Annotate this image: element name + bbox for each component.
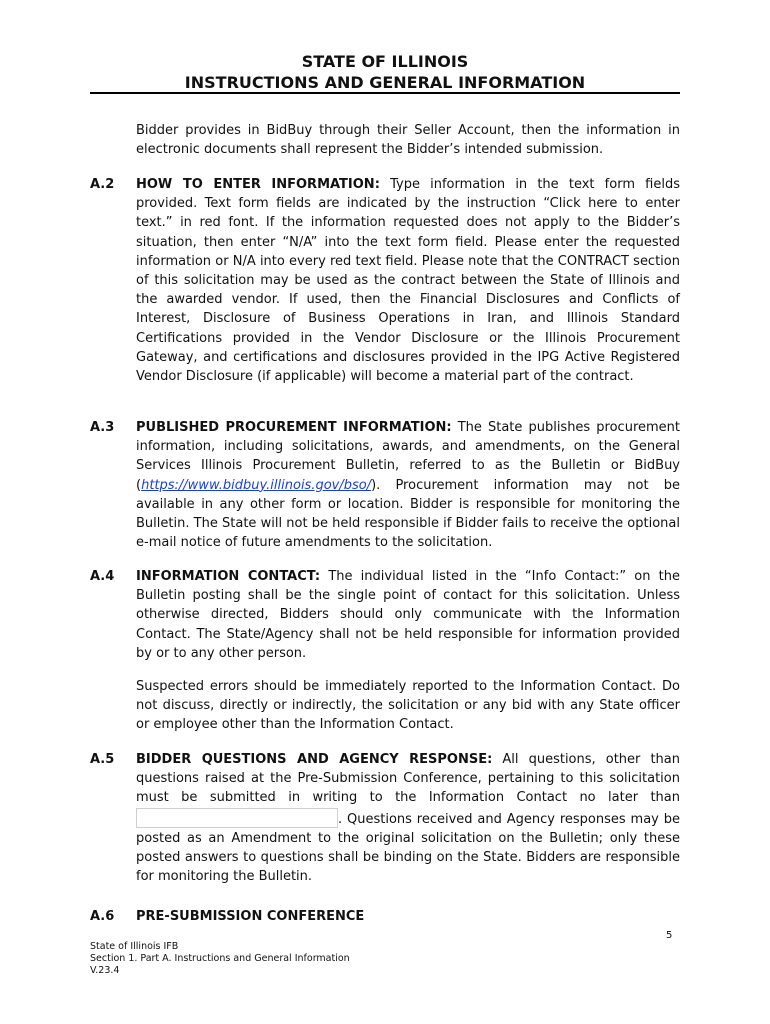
section-heading: HOW TO ENTER INFORMATION: — [136, 177, 380, 192]
section-paragraph: Suspected errors should be immediately reported to the Information Contact. Do not discuss, directly or indirectly, the solicitation or any bid with any State officer or employee other than the Information Contact. — [136, 679, 680, 733]
question-deadline-field[interactable] — [136, 808, 338, 828]
section-paragraph — [136, 418, 680, 552]
header-rule — [90, 92, 680, 94]
footer-line: V.23.4 — [90, 965, 120, 976]
page-number: 5 — [666, 930, 673, 941]
footer-line: State of Illinois IFB — [90, 941, 179, 952]
section-heading: INFORMATION CONTACT: — [136, 569, 321, 584]
section-text: Type information in the text form fields provided. Text form fields are indicated by the instruction “Click here to enter text.” in red font. If the information requested does not apply to the Bidder’s situation, then enter “N/A” into the text form field. Please enter the requested information or N/A into every red text field. Please note that the CONTRACT section of this solicitation may be used as the contract between the State of Illinois and the awarded vendor. If used, then the Financial Disclosures and Conflicts of Interest, Disclosure of Business Operations in Iran, and Illinois Standard Certifications provided in the Vendor Disclosure or the Illinois Procurement Gateway, and certifications and disclosures provided in the IPG Active Registered Vendor Disclosure (if applicable) will become a material part of the contract. — [136, 177, 680, 385]
section-number: A.2 — [90, 177, 115, 192]
document-title-line2: INSTRUCTIONS AND GENERAL INFORMATION — [184, 73, 586, 92]
section-heading: BIDDER QUESTIONS AND AGENCY RESPONSE: — [136, 752, 493, 767]
section-paragraph — [136, 567, 680, 663]
footer-line: Section 1. Part A. Instructions and General Information — [90, 953, 350, 964]
section-text: All questions, other than questions raised at the Pre-Submission Conference, pertaining to this solicitation must be submitted in writing to the Information Contact no later than — [136, 752, 680, 806]
section-text: The individual listed in the “Info Contact:” on the Bulletin posting shall be the single point of contact for this solicitation. Unless otherwise directed, Bidders should only communicate with the Information Contact. The State/Agency shall not be held responsible for information provided by or to any other person. — [136, 569, 680, 661]
section-number: A.4 — [90, 569, 115, 584]
page-footer — [90, 941, 350, 977]
section-text: . Questions received and Agency responses may be posted as an Amendment to the original solicitation on the Bulletin; only these posted answers to questions shall be binding on the State. Bidders are responsible for monitoring the Bulletin. — [136, 811, 680, 885]
section-heading: PUBLISHED PROCUREMENT INFORMATION: — [136, 420, 452, 435]
section-number: A.6 — [90, 909, 115, 924]
section-number: A.3 — [90, 420, 115, 435]
section-text: The State publishes procurement information, including solicitations, awards, and amendments, on the General Services Illinois Procurement Bulletin, referred to as the Bulletin or BidBuy ( — [136, 420, 680, 493]
section-heading: PRE-SUBMISSION CONFERENCE — [136, 909, 365, 924]
section-paragraph — [136, 750, 680, 886]
section-number: A.5 — [90, 752, 115, 767]
intro-paragraph: Bidder provides in BidBuy through their Seller Account, then the information in electronic documents shall represent the Bidder’s intended submission. — [136, 123, 680, 158]
bidbuy-link[interactable]: https://www.bidbuy.illinois.gov/bso/ — [141, 477, 372, 493]
document-title-line1: STATE OF ILLINOIS — [301, 52, 469, 71]
section-paragraph — [136, 175, 680, 386]
section-text: ). Procurement information may not be available in any other form or location. Bidder is responsible for monitoring the Bulletin. The State will not be held responsible if Bidder fails to receive the optional e-mail notice of future amendments to the solicitation. — [136, 477, 680, 551]
section-paragraph — [136, 907, 680, 926]
